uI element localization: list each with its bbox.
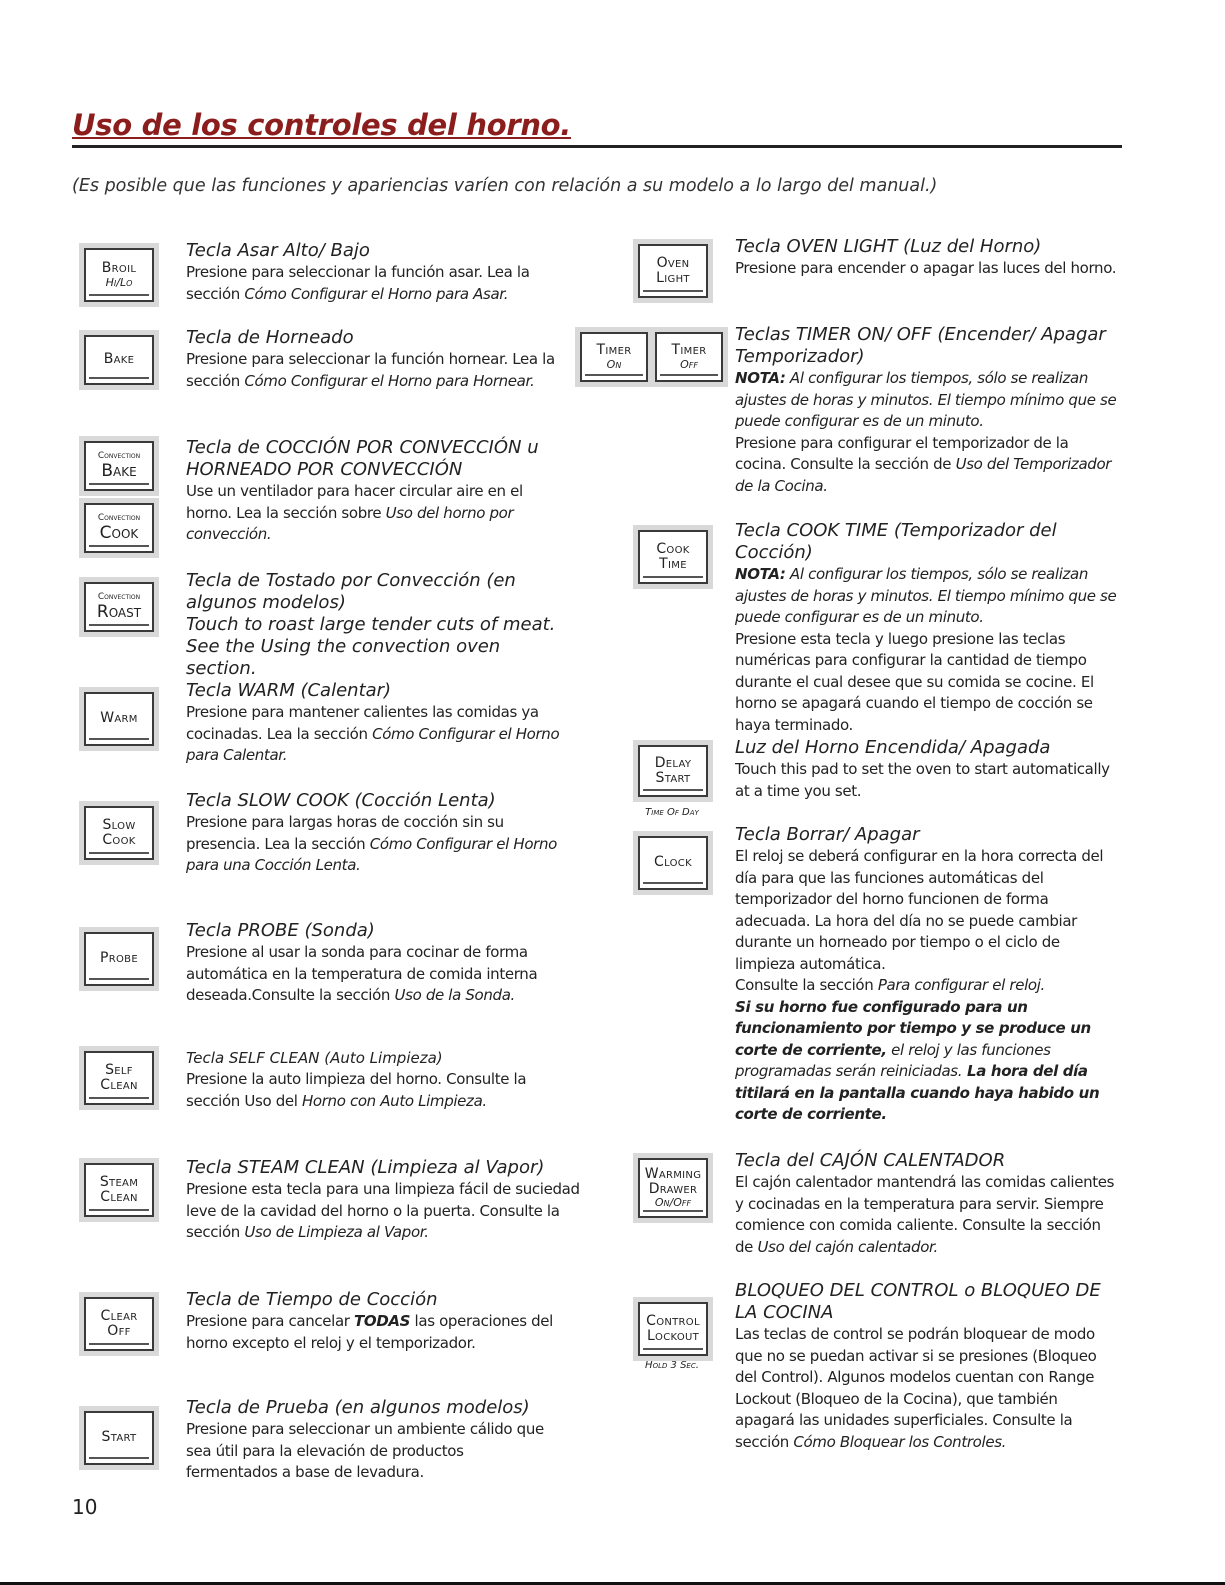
clock-key[interactable] <box>638 836 708 890</box>
slow-cook-key[interactable] <box>84 806 154 860</box>
entry-body: El reloj se deberá configurar en la hora correcta del día para que las funciones automáticas del temporizador del horno funcionen de forma adecuada. La hora del día no se puede cambiar durante un horneado por tiempo o el ciclo de limpieza automática. <box>735 847 1104 973</box>
entry-heading: Tecla SELF CLEAN (Auto Limpieza) <box>186 1049 443 1067</box>
entry-body: Presione para seleccionar la función hornear. Lea la sección Cómo Configurar el Horno para Hornear. <box>186 350 555 390</box>
key-label: Warming <box>644 1165 702 1182</box>
key-label: Light <box>656 270 690 286</box>
key-label: Off <box>107 1323 131 1339</box>
entry-heading: Tecla de Horneado <box>186 327 354 348</box>
entry-warning: Si su horno fue configurado para un funcionamiento por tiempo y se produce un corte de corriente, el reloj y las funciones programadas serán reiniciadas. La hora del día titilará en la pantalla cuando haya habido un corte de corriente. <box>735 997 1100 1123</box>
entry-heading: BLOQUEO DEL CONTROL o BLOQUEO DE LA COCINA <box>735 1280 1101 1323</box>
key-label: Clock <box>654 854 692 871</box>
entry-heading: Tecla PROBE (Sonda) <box>186 920 375 941</box>
key-label: Cook <box>99 522 139 543</box>
key-sublabel: Convection <box>97 512 141 523</box>
warming-drawer-key[interactable] <box>638 1158 708 1218</box>
key-label: Drawer <box>648 1180 698 1197</box>
self-clean-key[interactable] <box>84 1051 154 1105</box>
entry-body: Presione para encender o apagar las luces del horno. <box>735 259 1117 277</box>
broil-hilo-key[interactable] <box>84 248 154 302</box>
entry-body: Presione para seleccionar un ambiente cálido que sea útil para la elevación de productos fermentados a base de levadura. <box>186 1420 544 1481</box>
control-lockout-key[interactable] <box>638 1302 708 1356</box>
entry-heading: Tecla de COCCIÓN POR CONVECCIÓN u HORNEADO POR CONVECCIÓN <box>186 437 539 480</box>
entry-heading: Tecla del CAJÓN CALENTADOR <box>735 1150 1006 1171</box>
entry-heading: Tecla COOK TIME (Temporizador del Cocción) <box>735 520 1057 563</box>
timer-on-key[interactable] <box>580 332 648 382</box>
probe-key[interactable] <box>84 932 154 986</box>
key-label: Roast <box>96 601 142 622</box>
entry-heading: Tecla Borrar/ Apagar <box>735 824 920 845</box>
time-of-day-caption: Time Of Day <box>645 807 699 818</box>
warm-key[interactable] <box>84 692 154 746</box>
key-label: Clean <box>100 1077 138 1093</box>
key-label: Slow <box>102 816 136 833</box>
entry-body: Las teclas de control se podrán bloquear de modo que no se puedan activar si se presiones (Bloqueo del Control). Algunos modelos cuentan con Range Lockout (Bloqueo de la Cocina), que también apagará las unidades superficiales. Consulte la sección Cómo Bloquear los Controles. <box>735 1325 1097 1451</box>
key-label: Steam <box>99 1173 139 1190</box>
entry-body: Touch to roast large tender cuts of meat. See the Using the convection oven section. <box>186 614 556 679</box>
start-key[interactable] <box>84 1411 154 1465</box>
key-label: Time <box>659 556 687 572</box>
hold-caption: Hold 3 Sec. <box>645 1360 699 1371</box>
key-label: Start <box>101 1429 137 1446</box>
entry-body-reference: Consulte la sección Para configurar el reloj. <box>735 976 1045 994</box>
entry-body: Touch this pad to set the oven to start automatically at a time you set. <box>735 760 1110 800</box>
entry-heading: Tecla de Tostado por Convección (en algunos modelos) <box>186 570 516 613</box>
entry-heading: Luz del Horno Encendida/ Apagada <box>735 737 1051 758</box>
steam-clean-key[interactable] <box>84 1163 154 1217</box>
entry-body: Presione esta tecla para una limpieza fácil de suciedad leve de la cavidad del horno o la puerta. Consulte la sección Uso de Limpieza al Vapor. <box>186 1180 580 1241</box>
entry-body: Presione para configurar el temporizador de la cocina. Consulte la sección de Uso del Temporizador de la Cocina. <box>735 433 1112 495</box>
page-title: Uso de los controles del horno. <box>72 108 572 142</box>
key-label: Clear <box>100 1307 138 1324</box>
key-sublabel: Convection <box>97 450 141 461</box>
entry-heading: Teclas TIMER ON/ OFF (Encender/ Apagar Temporizador) <box>735 324 1106 367</box>
entry-note: NOTA: Al configurar los tiempos, sólo se realizan ajustes de horas y minutos. El tiempo mínimo que se puede configurar es de un minuto. <box>735 565 1117 626</box>
entry-note: NOTA: Al configurar los tiempos, sólo se realizan ajustes de horas y minutos. El tiempo mínimo que se puede configurar es de un minuto. <box>735 369 1117 430</box>
key-sublabel: Hi/Lo <box>105 275 133 289</box>
entry-body: Presione para cancelar TODAS las operaciones del horno excepto el reloj y el temporizador. <box>186 1312 553 1352</box>
timer-off-key[interactable] <box>655 332 723 382</box>
entry-heading: Tecla de Tiempo de Cocción <box>186 1289 438 1310</box>
entry-body: El cajón calentador mantendrá las comidas calientes y cocinadas en la temperatura para servir. Siempre comience con comida caliente. Consulte la sección de Uso del cajón calentador. <box>735 1173 1115 1256</box>
key-label: Probe <box>100 950 138 967</box>
key-label: Clean <box>100 1189 138 1205</box>
key-label: Timer <box>671 342 707 359</box>
key-sublabel: Off <box>680 357 698 371</box>
key-label: Timer <box>596 342 632 359</box>
cook-time-key[interactable] <box>638 530 708 584</box>
entry-body: Use un ventilador para hacer circular aire en el horno. Lea la sección sobre Uso del horno por convección. <box>186 482 523 543</box>
key-label: Bake <box>103 351 135 368</box>
key-label: Start <box>655 770 691 786</box>
key-sublabel: Convection <box>97 591 141 602</box>
entry-heading: Tecla SLOW COOK (Cocción Lenta) <box>186 790 496 811</box>
delay-start-key[interactable] <box>638 745 708 797</box>
oven-light-key[interactable] <box>638 244 708 298</box>
key-sublabel: On <box>606 357 622 371</box>
convection-cook-key[interactable] <box>84 503 154 553</box>
convection-roast-key[interactable] <box>84 582 154 632</box>
key-label: Control <box>646 1312 700 1329</box>
entry-body: Presione para largas horas de cocción sin su presencia. Lea la sección Cómo Configurar el Horno para una Cocción Lenta. <box>186 813 557 874</box>
key-label: Delay <box>654 754 692 771</box>
bake-key[interactable] <box>84 335 154 385</box>
key-label: Warm <box>100 710 138 727</box>
entry-body: Presione para seleccionar la función asar. Lea la sección Cómo Configurar el Horno para Asar. <box>186 263 530 303</box>
key-label: Oven <box>656 254 690 271</box>
key-label: Cook <box>656 540 690 557</box>
page-number: 10 <box>72 1495 98 1519</box>
entry-body: Presione para mantener calientes las comidas ya cocinadas. Lea la sección Cómo Configurar el Horno para Calentar. <box>186 703 560 764</box>
entry-heading: Tecla Asar Alto/ Bajo <box>186 240 370 261</box>
key-label: Self <box>105 1061 133 1078</box>
entry-heading: Tecla OVEN LIGHT (Luz del Horno) <box>735 236 1042 257</box>
key-sublabel: On/Off <box>654 1196 692 1210</box>
key-label: Bake <box>101 460 137 481</box>
entry-body: Presione al usar la sonda para cocinar de forma automática en la temperatura de comida interna deseada.Consulte la sección Uso de la Sonda. <box>186 943 538 1004</box>
entry-heading: Tecla WARM (Calentar) <box>186 680 392 701</box>
page-subtitle: (Es posible que las funciones y apariencias varíen con relación a su modelo a lo largo del manual.) <box>72 176 938 196</box>
entry-body: Presione la auto limpieza del horno. Consulte la sección Uso del Horno con Auto Limpieza. <box>186 1070 527 1110</box>
key-label: Broil <box>101 260 137 277</box>
clear-off-key[interactable] <box>84 1297 154 1351</box>
key-label: Lockout <box>646 1328 700 1344</box>
entry-heading: Tecla de Prueba (en algunos modelos) <box>186 1397 530 1418</box>
entry-heading: Tecla STEAM CLEAN (Limpieza al Vapor) <box>186 1157 545 1178</box>
title-divider <box>72 145 1122 148</box>
entry-body: Presione esta tecla y luego presione las teclas numéricas para configurar la cantidad de tiempo durante el cual desee que su comida se cocine. El horno se apagará cuando el tiempo de cocción se haya terminado. <box>735 629 1094 734</box>
key-label: Cook <box>102 832 136 848</box>
convection-bake-key[interactable] <box>84 441 154 491</box>
